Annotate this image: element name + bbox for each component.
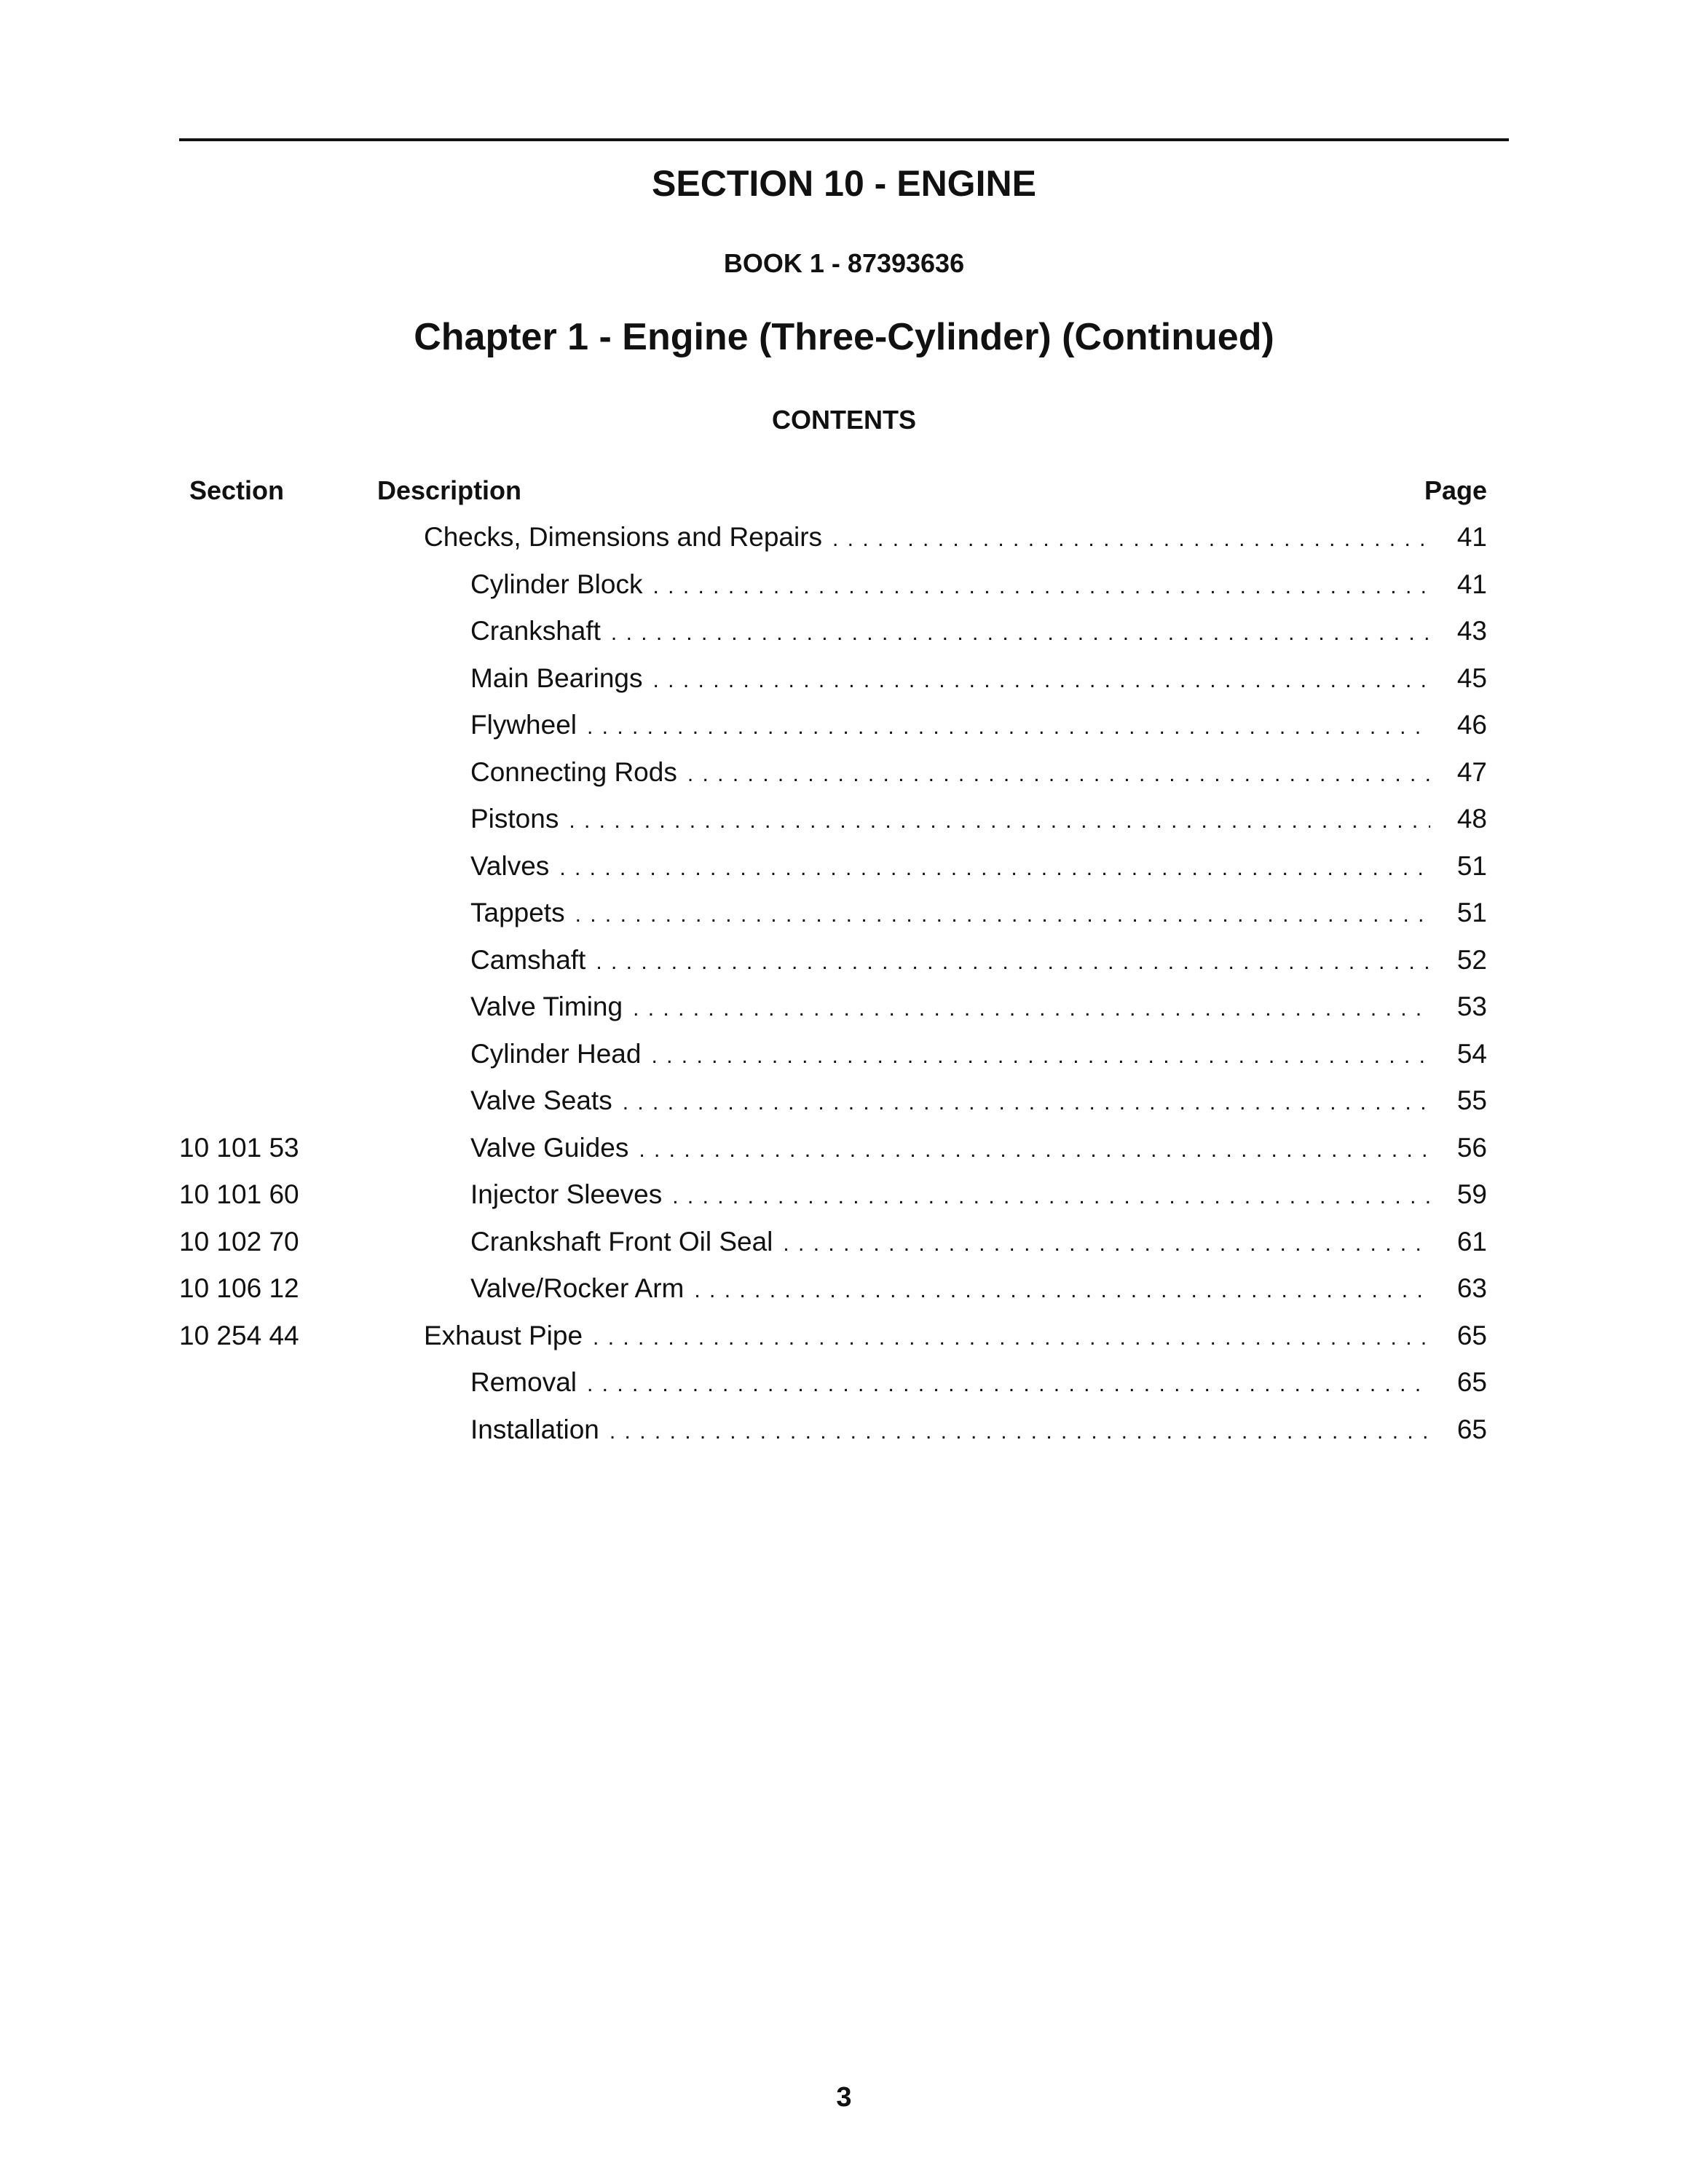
toc-row — [0, 662, 1688, 710]
contents-heading: CONTENTS — [772, 405, 916, 435]
toc-page-number: 47 — [1456, 756, 1487, 787]
toc-row — [0, 991, 1688, 1038]
toc-description: Exhaust Pipe — [424, 1320, 583, 1350]
toc-entry — [470, 662, 1487, 697]
toc-page-number: 54 — [1456, 1038, 1487, 1069]
toc-row — [0, 1320, 1688, 1367]
toc-row — [0, 1414, 1688, 1461]
toc-dot-leader — [653, 665, 1430, 697]
toc-row — [0, 756, 1688, 804]
toc-page-number: 63 — [1456, 1273, 1487, 1303]
toc-description: Connecting Rods — [470, 756, 677, 787]
toc-page-number: 43 — [1456, 616, 1487, 646]
toc-description: Installation — [470, 1414, 599, 1444]
toc-section-code: 10 102 70 — [179, 1226, 299, 1257]
toc-dot-leader — [569, 805, 1430, 837]
toc-dot-leader — [593, 1322, 1430, 1354]
toc-dot-leader — [783, 1228, 1430, 1260]
toc-row — [0, 1179, 1688, 1226]
toc-page-number: 51 — [1456, 898, 1487, 927]
toc-page-number: 51 — [1456, 850, 1487, 881]
toc-row — [0, 944, 1688, 992]
toc-page-number: 65 — [1456, 1320, 1487, 1350]
toc-dot-leader — [633, 993, 1430, 1025]
toc-page-number: 61 — [1456, 1226, 1487, 1257]
toc-dot-leader — [639, 1134, 1430, 1166]
toc-entry — [470, 803, 1487, 837]
toc-page-number: 52 — [1456, 944, 1487, 975]
toc-section-code: 10 106 12 — [179, 1273, 299, 1303]
toc-entry — [470, 1132, 1487, 1166]
toc-page-number: 41 — [1456, 569, 1487, 599]
toc-row — [0, 1038, 1688, 1085]
toc-page-number: 45 — [1456, 662, 1487, 693]
toc-dot-leader — [587, 1369, 1430, 1401]
toc-entry — [470, 1179, 1487, 1213]
toc-description: Crankshaft — [470, 616, 601, 646]
toc-dot-leader — [652, 571, 1430, 603]
toc-row — [0, 897, 1688, 944]
toc-row — [0, 1273, 1688, 1320]
toc-entry — [470, 569, 1487, 603]
toc-dot-leader — [687, 759, 1430, 791]
toc-dot-leader — [651, 1040, 1430, 1072]
toc-page-number: 55 — [1456, 1085, 1487, 1115]
toc-entry — [470, 1226, 1487, 1260]
toc-description: Checks, Dimensions and Repairs — [424, 522, 823, 552]
toc-page-number: 59 — [1456, 1179, 1487, 1209]
table-of-contents — [0, 521, 1688, 1460]
toc-description: Valve Timing — [470, 992, 623, 1021]
toc-row — [0, 1226, 1688, 1273]
toc-row — [0, 615, 1688, 662]
toc-dot-leader — [611, 617, 1430, 649]
toc-entry — [470, 897, 1487, 931]
toc-description: Cylinder Block — [470, 569, 643, 599]
toc-row — [0, 521, 1688, 569]
toc-description: Valves — [470, 850, 550, 881]
toc-dot-leader — [623, 1087, 1430, 1119]
toc-dot-leader — [587, 711, 1430, 743]
toc-section-code: 10 254 44 — [179, 1320, 299, 1350]
toc-entry — [470, 1414, 1487, 1448]
toc-entry — [470, 615, 1487, 649]
toc-page-number: 41 — [1456, 522, 1487, 552]
toc-page-number: 65 — [1456, 1414, 1487, 1444]
toc-entry — [470, 756, 1487, 791]
toc-dot-leader — [694, 1275, 1430, 1307]
toc-row — [0, 803, 1688, 850]
toc-entry — [470, 991, 1487, 1025]
toc-row — [0, 569, 1688, 616]
toc-description: Tappets — [470, 898, 565, 927]
toc-entry — [470, 709, 1487, 743]
toc-dot-leader — [559, 852, 1430, 885]
toc-row — [0, 850, 1688, 898]
header-rule — [179, 138, 1509, 141]
page-number: 3 — [836, 2082, 852, 2113]
toc-dot-leader — [596, 946, 1430, 978]
toc-entry — [470, 1038, 1487, 1072]
toc-description: Removal — [470, 1367, 577, 1397]
toc-page-number: 48 — [1456, 804, 1487, 834]
toc-row — [0, 1366, 1688, 1414]
book-number: BOOK 1 - 87393636 — [723, 248, 965, 278]
toc-entry — [470, 944, 1487, 978]
toc-description: Crankshaft Front Oil Seal — [470, 1226, 773, 1257]
toc-row — [0, 1132, 1688, 1179]
chapter-title: Chapter 1 - Engine (Three-Cylinder) (Continued) — [414, 316, 1274, 358]
toc-description: Cylinder Head — [470, 1038, 642, 1069]
toc-section-code: 10 101 53 — [179, 1132, 299, 1163]
toc-description: Camshaft — [470, 944, 586, 975]
toc-entry — [470, 850, 1487, 885]
toc-row — [0, 709, 1688, 756]
toc-description: Main Bearings — [470, 662, 643, 693]
column-header-section: Section — [189, 475, 285, 505]
toc-page-number: 46 — [1456, 710, 1487, 740]
toc-description: Pistons — [470, 804, 559, 834]
toc-description: Flywheel — [470, 710, 577, 740]
toc-dot-leader — [832, 523, 1430, 555]
toc-page-number: 56 — [1456, 1132, 1487, 1163]
toc-description: Injector Sleeves — [470, 1179, 663, 1209]
toc-dot-leader — [575, 899, 1430, 931]
toc-description: Valve Guides — [470, 1132, 629, 1163]
toc-entry — [470, 1273, 1487, 1307]
toc-entry — [424, 521, 1487, 555]
toc-description: Valve Seats — [470, 1085, 612, 1115]
toc-page-number: 65 — [1456, 1367, 1487, 1397]
toc-section-code: 10 101 60 — [179, 1179, 299, 1209]
toc-dot-leader — [610, 1416, 1430, 1448]
toc-dot-leader — [672, 1181, 1430, 1213]
toc-entry — [470, 1366, 1487, 1401]
toc-entry — [470, 1085, 1487, 1119]
toc-entry — [424, 1320, 1487, 1354]
toc-description: Valve/Rocker Arm — [470, 1273, 685, 1303]
toc-page-number: 53 — [1456, 992, 1487, 1021]
column-header-description: Description — [377, 475, 522, 505]
section-title: SECTION 10 - ENGINE — [652, 163, 1036, 204]
toc-row — [0, 1085, 1688, 1132]
column-header-page: Page — [1424, 475, 1487, 505]
